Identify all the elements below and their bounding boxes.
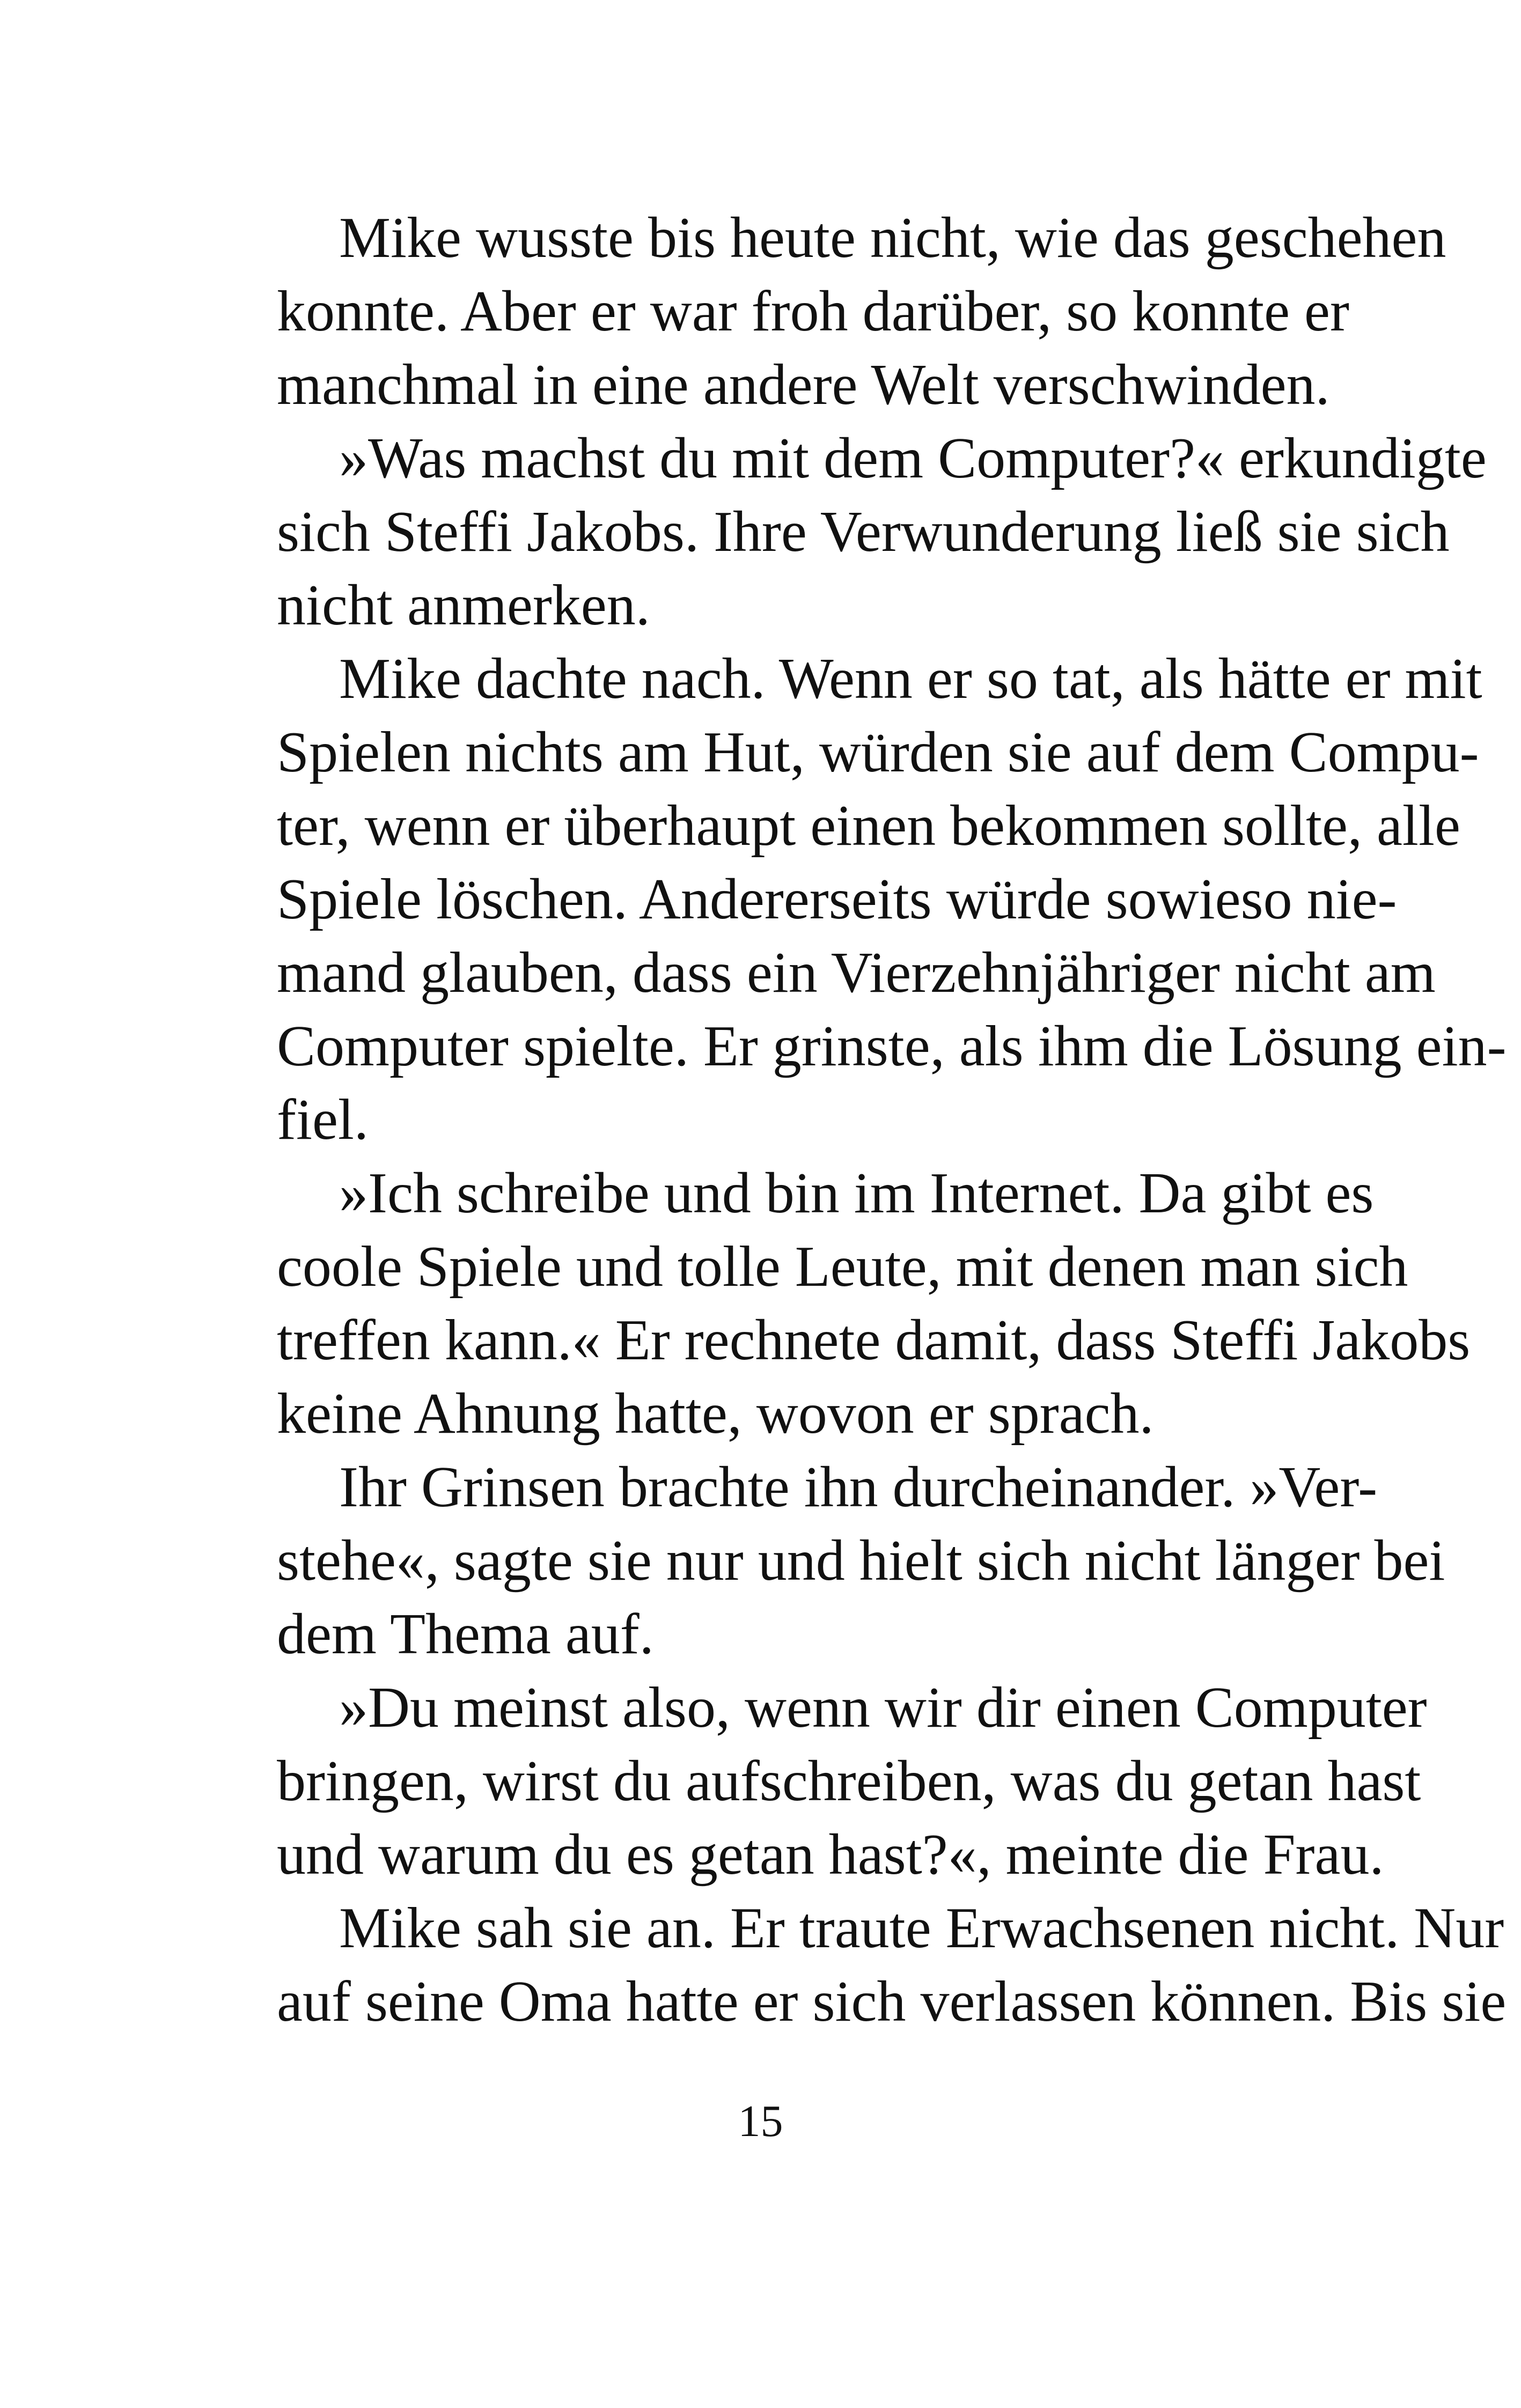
text-line: ter, wenn er überhaupt einen bekommen sollte, alle [277, 794, 1460, 858]
text-line: mand glauben, dass ein Vierzehnjähriger nicht am [277, 941, 1436, 1005]
text-line: konnte. Aber er war froh darüber, so konnte er [277, 279, 1349, 343]
text-line: fiel. [277, 1088, 369, 1152]
text-line: keine Ahnung hatte, wovon er sprach. [277, 1382, 1154, 1446]
paragraph [215, 1157, 1471, 1450]
text-line: coole Spiele und tolle Leute, mit denen man sich [277, 1235, 1408, 1299]
paragraph [215, 1891, 1507, 2038]
text-line: auf seine Oma hatte er sich verlassen können. Bis sie [277, 1970, 1507, 2034]
text-line: Mike sah sie an. Er traute Erwachsenen nicht. Nur [339, 1896, 1504, 1960]
text-line: nicht anmerken. [277, 573, 650, 637]
body-text [215, 201, 1507, 2038]
paragraph [215, 422, 1487, 642]
text-line: »Du meinst also, wenn wir dir einen Computer [339, 1676, 1427, 1740]
text-line: Ihr Grinsen brachte ihn durcheinander. »Ver- [339, 1455, 1378, 1519]
text-line: Mike dachte nach. Wenn er so tat, als hätte er mit [339, 647, 1482, 711]
text-line: Mike wusste bis heute nicht, wie das geschehen [339, 206, 1446, 270]
text-line: dem Thema auf. [277, 1602, 654, 1666]
page-number: 15 [738, 2096, 783, 2146]
text-line: stehe«, sagte sie nur und hielt sich nicht länger bei [277, 1529, 1445, 1593]
paragraph [215, 201, 1446, 422]
paragraph [215, 1450, 1445, 1671]
text-line: »Ich schreibe und bin im Internet. Da gibt es [339, 1161, 1374, 1225]
text-line: treffen kann.« Er rechnete damit, dass Steffi Jakobs [277, 1308, 1471, 1372]
paragraph [215, 642, 1507, 1157]
text-line: Computer spielte. Er grinste, als ihm die Lösung ein- [277, 1014, 1507, 1078]
text-line: Spielen nichts am Hut, würden sie auf dem Compu- [277, 720, 1479, 784]
text-line: und warum du es getan hast?«, meinte die Frau. [277, 1823, 1384, 1887]
text-line: manchmal in eine andere Welt verschwinden. [277, 353, 1330, 417]
text-line: sich Steffi Jakobs. Ihre Verwunderung ließ sie sich [277, 500, 1450, 564]
text-line: »Was machst du mit dem Computer?« erkundigte [339, 426, 1487, 490]
text-line: Spiele löschen. Andererseits würde sowieso nie- [277, 867, 1397, 931]
paragraph [215, 1671, 1427, 1891]
text-line: bringen, wirst du aufschreiben, was du getan hast [277, 1749, 1421, 1813]
